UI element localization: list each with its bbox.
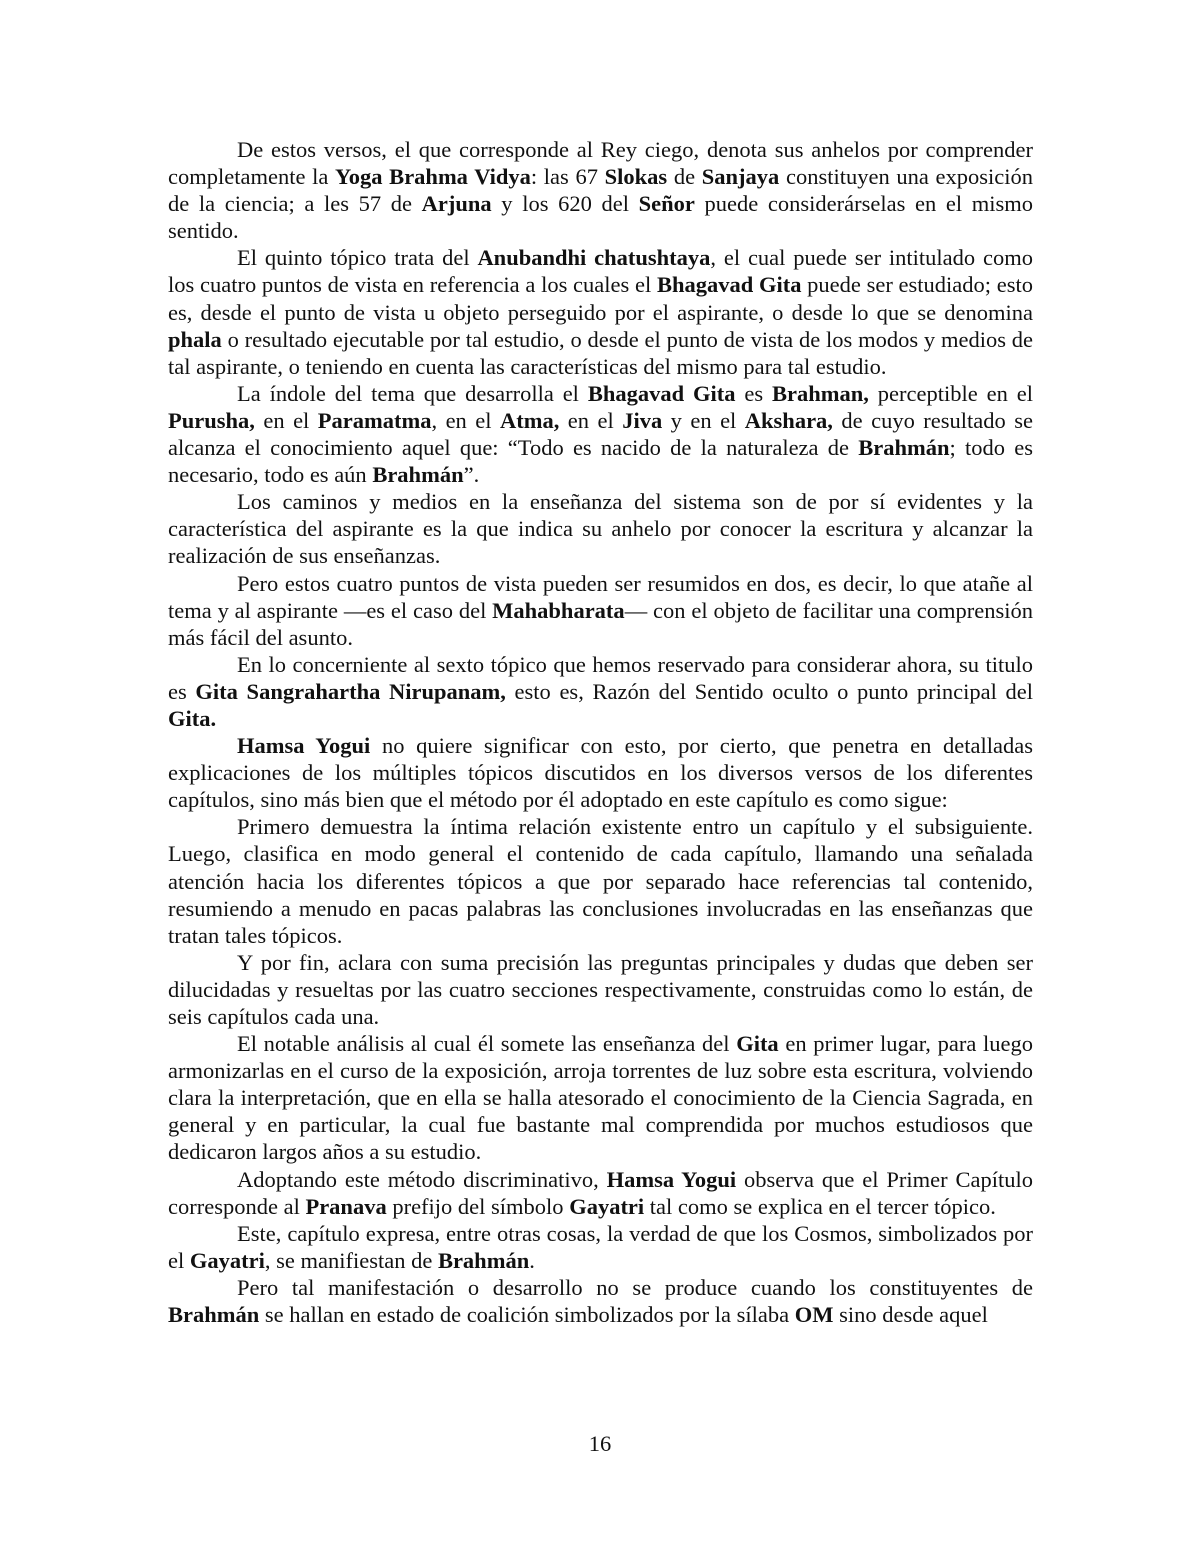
bold-term: Brahmán — [858, 435, 950, 461]
bold-term: Brahmán — [168, 1302, 260, 1328]
text-run: en el — [254, 407, 318, 433]
text-run: — con el objeto de facilitar una comprensión más fácil del asunto. — [168, 597, 1033, 650]
bold-term: Paramatma — [317, 407, 432, 433]
bold-term: Pranava — [305, 1193, 387, 1219]
text-run: no quiere significar con esto, por cierto, que penetra en detalladas explicaciones de los múltiples tópicos discutidos en los diversos versos de los diferentes capítulos, sino más bien que el método por él adoptado en este capítulo es como sigue: — [168, 733, 1034, 813]
bold-term: Anubandhi chatushtaya — [477, 245, 711, 271]
bold-term: Gita. — [168, 705, 217, 731]
text-run: En lo concerniente al sexto tópico que hemos reservado para considerar ahora, su titulo es — [168, 651, 1033, 704]
body-text — [168, 136, 1033, 1328]
text-run: constituyen una exposición de la ciencia; a les 57 de — [168, 164, 1033, 217]
text-run: Pero estos cuatro puntos de vista pueden ser resumidos en dos, es decir, lo que atañe al tema y al aspirante —es el caso del — [168, 570, 1033, 623]
bold-term: Jiva — [622, 407, 663, 433]
text-run: ”. — [463, 462, 480, 488]
bold-term: Señor — [638, 191, 695, 217]
text-run: La índole del tema que desarrolla el — [237, 380, 588, 406]
paragraph — [168, 1030, 1033, 1165]
paragraph — [168, 732, 1033, 813]
text-run: puede considerárselas en el mismo sentido. — [168, 191, 1033, 244]
paragraph — [168, 488, 1033, 569]
text-run: El quinto tópico trata del — [237, 245, 478, 271]
text-run: El notable análisis al cual él somete las enseñanza del — [237, 1031, 737, 1057]
bold-term: Brahmán — [437, 1247, 530, 1273]
bold-term: Gita Sangrahartha Nirupanam, — [195, 678, 506, 704]
text-run: en el — [559, 407, 623, 433]
bold-term: Gayatri — [189, 1247, 265, 1273]
text-run: , en el — [431, 407, 500, 433]
text-run: Adoptando este método discriminativo, — [237, 1166, 607, 1192]
text-run: Los caminos y medios en la enseñanza del sistema son de por sí evidentes y la característica del aspirante es la que indica su anhelo por conocer la escritura y alcanzar la realización de sus enseñanzas. — [168, 489, 1033, 569]
paragraph — [168, 949, 1033, 1030]
text-run: prefijo del símbolo — [386, 1193, 570, 1219]
text-run: o resultado ejecutable por tal estudio, o desde el punto de vista de los modos y medios de tal aspirante, o teniendo en cuenta las características del mismo para tal estudio. — [168, 326, 1033, 379]
bold-term: Brahman, — [772, 380, 869, 406]
paragraph — [168, 813, 1033, 948]
text-run: tal como se explica en el tercer tópico. — [644, 1193, 996, 1219]
bold-term: Purusha, — [168, 407, 255, 433]
text-run: en primer lugar, para luego armonizarlas en el curso de la exposición, arroja torrentes de luz sobre esta escritura, volviendo clara la interpretación, que en ella se halla atesorado el conocimiento de la Ciencia Sagrada, en general y en particular, la cual fue bastante mal comprendida por muchos estudiosos que dedicaron largos años a su estudio. — [168, 1031, 1033, 1165]
bold-term: Mahabharata — [492, 597, 625, 623]
bold-term: Slokas — [604, 164, 668, 190]
bold-term: Arjuna — [421, 191, 492, 217]
bold-term: Akshara, — [744, 407, 833, 433]
bold-term: Hamsa Yogui — [237, 733, 371, 759]
text-run: de cuyo resultado se alcanza el conocimiento aquel que: “Todo es nacido de la naturaleza de — [168, 407, 1033, 461]
text-run: . — [529, 1247, 535, 1273]
bold-term: Bhagavad Gita — [656, 272, 802, 298]
text-run: ; todo es necesario, todo es aún — [168, 435, 1033, 488]
text-run: y los 620 del — [491, 191, 639, 217]
bold-term: Hamsa Yogui — [606, 1166, 737, 1192]
text-run: se hallan en estado de coalición simbolizados por la sílaba — [259, 1302, 795, 1328]
text-run: perceptible en el — [868, 380, 1034, 406]
paragraph — [168, 651, 1033, 732]
bold-term: Yoga Brahma Vidya — [335, 164, 531, 190]
page-number: 16 — [588, 1431, 612, 1456]
text-run: Primero demuestra la íntima relación existente entro un capítulo y el subsiguiente. Luego, clasifica en modo general el contenido de cada capítulo, llamando una señalada atención hacia los diferentes tópicos a que por separado hace referencias tal contenido, resumiendo a menudo en pacas palabras las conclusiones involucradas en las enseñanzas que tratan tales tópicos. — [168, 814, 1033, 948]
text-run: puede ser estudiado; esto es, desde el punto de vista u objeto perseguido por el aspirante, o desde lo que se denomina — [168, 272, 1034, 325]
paragraph — [168, 1166, 1033, 1220]
text-run: observa que el Primer Capítulo corresponde al — [168, 1166, 1034, 1219]
text-run: de — [667, 164, 702, 190]
paragraph — [168, 380, 1033, 488]
paragraph — [168, 244, 1033, 379]
paragraph — [168, 1220, 1033, 1274]
text-run: De estos versos, el que corresponde al Rey ciego, denota sus anhelos por comprender completamente la — [168, 137, 1033, 190]
bold-term: Gita — [736, 1031, 779, 1057]
bold-term: Bhagavad Gita — [587, 380, 736, 406]
bold-term: Gayatri — [569, 1193, 645, 1219]
paragraph — [168, 1274, 1033, 1328]
text-run: esto es, Razón del Sentido oculto o punto principal del — [505, 678, 1033, 704]
bold-term: Sanjaya — [701, 164, 780, 190]
bold-term: Atma, — [499, 407, 560, 433]
text-run: sino desde aquel — [833, 1302, 988, 1328]
bold-term: phala — [168, 326, 222, 352]
text-run: Este, capítulo expresa, entre otras cosas, la verdad de que los Cosmos, simbolizados por el — [168, 1220, 1033, 1273]
paragraph — [168, 136, 1033, 244]
text-run: Y por fin, aclara con suma precisión las preguntas principales y dudas que deben ser dilucidadas y resueltas por las cuatro secciones respectivamente, construidas como lo están, de seis capítulos cada una. — [168, 949, 1033, 1029]
text-run: es — [735, 380, 773, 406]
text-run: : las 67 — [530, 164, 605, 190]
text-run: Pero tal manifestación o desarrollo no se produce cuando los constituyentes de — [237, 1274, 1033, 1300]
bold-term: OM — [794, 1302, 834, 1328]
paragraph — [168, 570, 1033, 651]
bold-term: Brahmán — [372, 462, 464, 488]
text-run: y en el — [662, 407, 745, 433]
text-run: , se manifiestan de — [264, 1247, 438, 1273]
text-run: , el cual puede ser intitulado como los cuatro puntos de vista en referencia a los cuales el — [168, 245, 1033, 298]
